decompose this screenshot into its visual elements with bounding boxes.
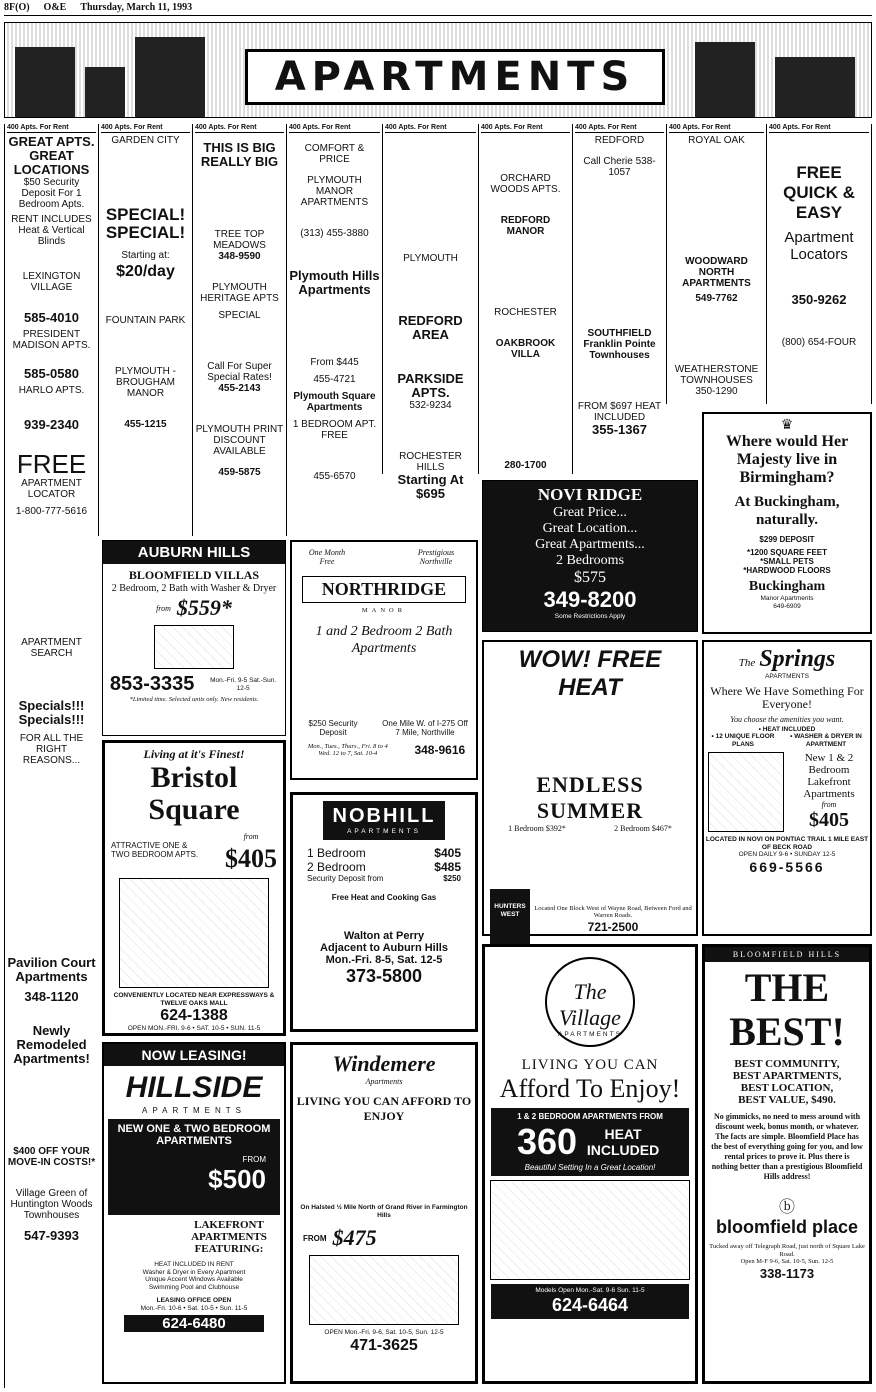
ad-price: 360	[516, 1121, 578, 1162]
ad-headline: LIVING YOU CAN AFFORD TO ENJOY	[296, 1094, 472, 1123]
listing-phone: 455-2143	[218, 382, 261, 394]
listing-phone: 280-1700	[504, 459, 547, 471]
ad-features-heading: LAKEFRONT APARTMENTS FEATURING:	[191, 1219, 267, 1255]
ad-phone: 853-3335	[109, 673, 195, 695]
ad-name-prefix: The	[738, 657, 756, 669]
ad-feature: • WASHER & DRYER IN APARTMENT	[790, 733, 862, 748]
listing-name: PLYMOUTH MANOR APARTMENTS	[300, 174, 369, 208]
ad-text: BEST LOCATION,	[740, 1082, 834, 1094]
ad-text: 2 Bedroom, 2 Bath with Washer & Dryer	[111, 583, 277, 594]
ad-offer: New 1 & 2 Bedroom Lakefront Apartments	[803, 752, 855, 800]
listing-phone: Call Cherie 538-1057	[583, 155, 656, 178]
village-ad	[482, 944, 698, 1384]
listing-name: REDFORD	[594, 134, 645, 146]
ad-location: CONVENIENTLY LOCATED NEAR EXPRESSWAYS & TWELVE OAKS MALL	[113, 992, 275, 1007]
ad-from: FROM	[303, 1233, 327, 1243]
listing-name: Pavilion Court Apartments	[7, 954, 96, 984]
listing-phone: 547-9393	[24, 1227, 79, 1243]
ad-deposit: $250 Security Deposit	[308, 718, 358, 737]
ad-tagline: Beautiful Setting In a Great Location!	[524, 1163, 656, 1172]
listing-name: PRESIDENT MADISON APTS.	[12, 328, 91, 351]
ad-headline: Afford To Enjoy!	[499, 1074, 681, 1103]
ad-banner: NOW LEASING!	[104, 1044, 284, 1066]
column-heading: 400 Apts. For Rent	[385, 124, 476, 133]
listing-name: HARLO APTS.	[18, 384, 85, 396]
deposit-price: $250	[443, 873, 461, 883]
listing-name: GARDEN CITY	[111, 134, 180, 146]
deposit-label: Security Deposit from	[307, 873, 384, 883]
listing-headline: THIS IS BIG REALLY BIG	[200, 139, 279, 169]
hillside-ad	[102, 1042, 286, 1384]
page-header	[4, 2, 872, 16]
ad-offer: 1 & 2 BEDROOM APARTMENTS FROM	[517, 1112, 663, 1121]
ad-name: NOBHILL	[332, 805, 436, 827]
ad-subname: APARTMENTS	[347, 828, 421, 835]
listing-name: Apartment Locators	[784, 228, 854, 263]
ad-headline: WOW! FREE HEAT	[518, 646, 662, 701]
ad-body: No gimmicks, no need to mess around with discount week, bonus month, or whatever. The facts are simple. Bloomfield Place has the best of everything going for you, and low rental prices to prove it. Plus there is nothing better than a prestigious Bloomfield Hills address!	[711, 1112, 863, 1181]
listing-phone: (800) 654-FOUR	[781, 336, 857, 348]
ad-offer: NEW ONE & TWO BEDROOM APARTMENTS	[117, 1123, 271, 1147]
ad-text: BEST VALUE, $490.	[738, 1094, 836, 1106]
listing-name: PLYMOUTH HERITAGE APTS	[200, 281, 279, 304]
room-type: 1 Bedroom	[307, 845, 366, 860]
ad-tagline: You choose the amenities you want.	[730, 714, 844, 724]
ad-location: Tucked away off Telegraph Road, just north of Square Lake Road.	[709, 1243, 865, 1258]
ad-name: HILLSIDE	[125, 1071, 263, 1104]
ad-text: BEST COMMUNITY,	[734, 1058, 840, 1070]
ad-name: Springs	[759, 646, 836, 672]
ad-office: LEASING OFFICE OPEN	[156, 1297, 232, 1304]
column-heading: 400 Apts. For Rent	[7, 124, 96, 133]
listing-name: PLYMOUTH - BROUGHAM MANOR	[115, 365, 176, 399]
listing-headline: COMFORT & PRICE	[304, 142, 365, 165]
ad-headline: Where We Have Something For Everyone!	[710, 683, 864, 711]
ad-phone: 338-1173	[759, 1265, 815, 1281]
ad-name: NORTHRIDGE	[302, 576, 466, 603]
listing-headline: Specials!!! Specials!!!	[18, 697, 85, 727]
location-map	[490, 1180, 690, 1280]
ad-text: Great Location...	[542, 521, 638, 536]
ad-name: bloomfield place	[715, 1217, 859, 1237]
listing-text: SPECIAL	[218, 309, 261, 321]
novi-ridge-ad	[482, 480, 698, 632]
ad-headline: At Buckingham, naturally.	[734, 494, 840, 528]
listing-phone: 348-9590	[218, 250, 261, 262]
classified-column-6	[478, 124, 572, 474]
ad-name: Windemere	[332, 1051, 436, 1076]
classified-column-9	[766, 124, 872, 404]
listing-price: From $445	[310, 356, 359, 368]
listing-name: ORCHARD WOODS APTS.	[490, 172, 561, 195]
ad-headline: Where would Her Majesty live in Birmingham?	[725, 433, 849, 486]
bristol-square-ad	[102, 740, 286, 1036]
auburn-hills-ad	[102, 540, 286, 736]
ad-phone: 624-6464	[551, 1294, 629, 1315]
ad-title: AUBURN HILLS	[103, 541, 285, 564]
listing-text: 1 BEDROOM APT. FREE	[292, 418, 377, 441]
listing-name: Plymouth Hills Apartments	[289, 267, 380, 297]
crown-icon: ♛	[780, 416, 794, 432]
listing-name: WEATHERSTONE TOWNHOUSES	[674, 363, 759, 386]
ad-subname: APARTMENTS	[142, 1106, 246, 1115]
building-shape	[775, 57, 855, 117]
ad-hours: Open M-F 9-6, Sat. 10-5, Sun. 12-5	[740, 1258, 834, 1265]
listing-text: $400 OFF YOUR MOVE-IN COSTS!*	[7, 1145, 96, 1168]
listing-phone: 939-2340	[24, 416, 79, 432]
building-shape	[135, 37, 205, 117]
ad-feature: *SMALL PETS	[760, 557, 814, 566]
ad-location: One Mile W. of I-275 Off 7 Mile, Northville	[382, 718, 468, 737]
ad-location: Located One Block West of Wayne Road, Between Ford and Warren Roads.	[534, 904, 692, 919]
ad-price: $475	[332, 1225, 377, 1250]
column-heading: 400 Apts. For Rent	[195, 124, 284, 133]
listing-phone: 348-1120	[24, 988, 79, 1004]
ad-location: On Halsted ½ Mile North of Grand River in Farmington Hills	[300, 1204, 468, 1219]
ad-tagline: Living at it's Finest!	[143, 747, 245, 761]
room-price: 2 Bedroom $467*	[614, 824, 672, 833]
ad-feature: Washer & Dryer in Every Apartment	[142, 1268, 246, 1276]
listing-name: OAKBROOK VILLA	[495, 337, 556, 360]
ad-subname: APARTMENTS	[558, 1031, 622, 1038]
classified-column-2	[98, 124, 192, 536]
location-map	[309, 1255, 459, 1325]
buckingham-ad	[702, 412, 872, 634]
ad-hours: Mon.-Fri. 10-6 • Sat. 10-5 • Sun. 11-5	[140, 1304, 248, 1312]
ad-hours: OPEN DAILY 9-6 • SUNDAY 12-5	[738, 851, 836, 858]
listing-headline: SPECIAL! SPECIAL!	[105, 204, 186, 242]
ad-headline: LIVING YOU CAN	[521, 1057, 659, 1073]
listing-phone: 355-1367	[592, 421, 647, 437]
windemere-ad	[290, 1042, 478, 1384]
ad-headline: THE BEST!	[729, 965, 845, 1054]
ad-headline: 1 and 2 Bedroom 2 Bath Apartments	[315, 623, 453, 656]
ad-feature: Unique Accent Windows Available	[145, 1276, 243, 1283]
ad-price: $500	[208, 1164, 266, 1194]
listing-name: ROCHESTER	[494, 306, 557, 318]
northridge-ad	[290, 540, 478, 780]
ad-feature: *HARDWOOD FLOORS	[743, 566, 831, 575]
ad-text: BEST APARTMENTS,	[732, 1070, 842, 1082]
building-shape	[85, 67, 125, 117]
ad-banner: BLOOMFIELD HILLS	[705, 947, 869, 962]
page-number: 8F(O)	[4, 2, 30, 13]
listing-name: Plymouth Square Apartments	[293, 390, 376, 413]
listing-price: FROM $697 HEAT INCLUDED	[577, 400, 662, 423]
listing-text: $50 Security Deposit For 1 Bedroom Apts.	[18, 176, 85, 210]
nob-hill-ad	[290, 792, 478, 1032]
listing-name: SOUTHFIELD Franklin Pointe Townhouses	[583, 327, 656, 361]
listing-name: REDFORD MANOR	[500, 214, 551, 237]
listing-phone: 455-6570	[313, 470, 356, 482]
ad-from: from	[821, 800, 837, 809]
listing-headline: Newly Remodeled Apartments!	[13, 1022, 90, 1066]
classified-column-8	[666, 124, 766, 404]
building-shape	[695, 42, 755, 117]
ad-phone: 348-9616	[414, 743, 466, 757]
listing-phone: 532-9234	[409, 399, 452, 411]
ad-phone: 624-1388	[160, 1007, 228, 1024]
paper-name: O&E	[43, 2, 67, 13]
ad-note: *Limited time. Selected units only. New residents.	[129, 696, 259, 703]
classified-column-1	[4, 124, 98, 1388]
ad-from: from	[243, 832, 259, 841]
column-heading: 400 Apts. For Rent	[289, 124, 380, 133]
ad-name: Bristol Square	[148, 761, 240, 826]
ad-price: $559*	[176, 595, 232, 620]
listing-name: Village Green of Huntington Woods Townhouses	[10, 1187, 93, 1221]
ad-feature: Free Heat and Cooking Gas	[331, 892, 437, 902]
ad-hours: Mon.-Fri. 9-5 Sat.-Sun. 12-5	[210, 677, 277, 692]
ad-text: Great Apartments...	[535, 537, 645, 552]
listing-name: APARTMENT SEARCH	[21, 636, 82, 659]
room-price: $485	[434, 859, 461, 874]
ad-price: $405	[225, 844, 277, 873]
listing-name: LEXINGTON VILLAGE	[22, 270, 81, 293]
building-shape	[15, 47, 75, 117]
listing-phone: 585-0580	[24, 365, 79, 381]
springs-ad	[702, 640, 872, 936]
ad-note: Some Restrictions Apply	[554, 613, 626, 620]
ad-phone: 373-5800	[345, 965, 423, 986]
ad-headline: ENDLESS SUMMER	[536, 772, 644, 823]
column-heading: 400 Apts. For Rent	[575, 124, 664, 133]
classified-column-7	[572, 124, 666, 474]
bloomfield-place-ad	[702, 944, 872, 1384]
logo-icon: ⓑ	[778, 1199, 795, 1216]
listing-price: $20/day	[116, 262, 175, 280]
ad-hours: OPEN Mon.-Fri. 9-6, Sat. 10-5, Sun. 12-5	[324, 1329, 444, 1336]
location-map	[708, 752, 784, 832]
ad-feature: Swimming Pool and Clubhouse	[148, 1283, 240, 1291]
listing-text: Call For Super Special Rates!	[207, 360, 272, 383]
ad-text: 2 Bedrooms	[555, 553, 625, 568]
ad-text: Great Price...	[553, 505, 627, 520]
ad-hours: Mon.-Fri. 8-5, Sat. 12-5	[325, 953, 443, 966]
ad-phone: 471-3625	[350, 1336, 418, 1354]
listing-name: PLYMOUTH	[403, 252, 458, 264]
listing-name: WOODWARD NORTH APARTMENTS	[682, 255, 751, 289]
ad-hours: Mon., Tues., Thurs., Fri. 8 to 4 Wed. 12 to 7, Sat. 10-4	[307, 742, 388, 757]
ad-price: $405	[809, 809, 849, 831]
column-heading: 400 Apts. For Rent	[669, 124, 764, 133]
ad-name: Buckingham	[748, 579, 826, 594]
listing-text: RENT INCLUDES Heat & Vertical Blinds	[11, 213, 92, 247]
free-headline: FREE	[16, 448, 87, 479]
hunters-west-ad	[482, 640, 698, 936]
ad-feature: *1200 SQUARE FEET	[746, 548, 828, 557]
listing-phone: 1-800-777-5616	[15, 505, 88, 517]
ad-subname: Manor Apartments	[760, 595, 814, 602]
ad-location: Walton at Perry	[343, 929, 425, 942]
ad-location: LOCATED IN NOVI ON PONTIAC TRAIL 1 MILE EAST OF BECK ROAD	[705, 836, 869, 851]
banner-title: APARTMENTS	[245, 49, 665, 105]
ad-deposit: $299 DEPOSIT	[759, 535, 815, 544]
classified-column-5	[382, 124, 478, 501]
classified-column-3	[192, 124, 286, 536]
listing-phone: 350-9262	[791, 291, 847, 307]
room-price: 1 Bedroom $392*	[508, 824, 566, 833]
location-map	[154, 625, 234, 669]
ad-phone: 669-5566	[749, 858, 825, 875]
column-heading: 400 Apts. For Rent	[769, 124, 869, 133]
ad-phone: 624-6480	[124, 1315, 264, 1332]
ad-text: ATTRACTIVE ONE & TWO BEDROOM APTS.	[111, 841, 199, 859]
listing-text: FOR ALL THE RIGHT REASONS...	[19, 732, 84, 766]
room-type: 2 Bedroom	[307, 859, 366, 874]
ad-name: The Village	[559, 979, 621, 1030]
listing-phone: 459-5875	[218, 466, 261, 478]
ad-logo: HUNTERS WEST	[490, 889, 530, 949]
ad-feature: • HEAT INCLUDED	[758, 725, 816, 733]
listing-phone: (313) 455-3880	[300, 227, 369, 239]
listing-name: FOUNTAIN PARK	[105, 314, 186, 326]
ad-hours: OPEN MON.-FRI. 9-6 • SAT. 10-5 • SUN. 11-5	[127, 1025, 261, 1032]
listing-phone: 455-1215	[124, 418, 167, 430]
classified-column-4	[286, 124, 382, 536]
location-map	[119, 878, 269, 988]
listing-phone: 585-4010	[24, 309, 79, 325]
listing-name: TREE TOP MEADOWS	[213, 228, 266, 251]
column-heading: 400 Apts. For Rent	[481, 124, 570, 133]
ad-from: from	[156, 603, 171, 613]
listing-text: Starting at:	[121, 249, 170, 261]
ad-subname: MANOR	[361, 607, 407, 614]
issue-date: Thursday, March 11, 1993	[80, 2, 193, 13]
locator-headline: FREE QUICK & EASY	[783, 162, 855, 222]
ad-tagline: Prestigious Northville	[417, 548, 455, 566]
ad-price: $575	[574, 569, 606, 586]
listing-headline: GREAT APTS. GREAT LOCATIONS	[8, 133, 95, 177]
ad-location: Adjacent to Auburn Hills	[320, 941, 448, 954]
apartments-banner	[4, 22, 872, 118]
listing-name: PARKSIDE APTS.	[397, 370, 464, 400]
ad-tagline: One Month Free	[308, 548, 346, 566]
listing-name: REDFORD AREA	[398, 312, 463, 342]
column-heading: 400 Apts. For Rent	[101, 124, 190, 133]
ad-subname: Apartments	[365, 1077, 403, 1086]
ad-phone: 349-8200	[543, 587, 637, 612]
ad-feature: • 12 UNIQUE FLOOR PLANS	[711, 733, 775, 748]
ad-feature: HEAT INCLUDED IN RENT	[154, 1261, 234, 1268]
ad-phone: 721-2500	[587, 919, 639, 934]
listing-phone: 350-1290	[695, 385, 738, 397]
ad-phone: 649-6909	[773, 602, 801, 610]
ad-heat: HEAT INCLUDED	[586, 1126, 660, 1158]
listing-name: ROCHESTER HILLS	[399, 450, 462, 473]
ad-name: NOVI RIDGE	[537, 485, 643, 504]
listing-phone: 549-7762	[695, 292, 738, 304]
ad-subname: APARTMENTS	[765, 673, 809, 680]
ad-hours: Models Open Mon.-Sat. 9-6 Sun. 11-5	[535, 1287, 645, 1294]
ad-from: FROM	[242, 1155, 266, 1164]
room-price: $405	[434, 845, 461, 860]
listing-name: APARTMENT LOCATOR	[21, 477, 82, 500]
listing-price: Starting At $695	[397, 471, 464, 501]
listing-phone: 455-4721	[313, 373, 356, 385]
listing-name: ROYAL OAK	[688, 134, 745, 146]
ad-name: BLOOMFIELD VILLAS	[128, 568, 260, 582]
listing-text: PLYMOUTH PRINT DISCOUNT AVAILABLE	[195, 423, 284, 457]
